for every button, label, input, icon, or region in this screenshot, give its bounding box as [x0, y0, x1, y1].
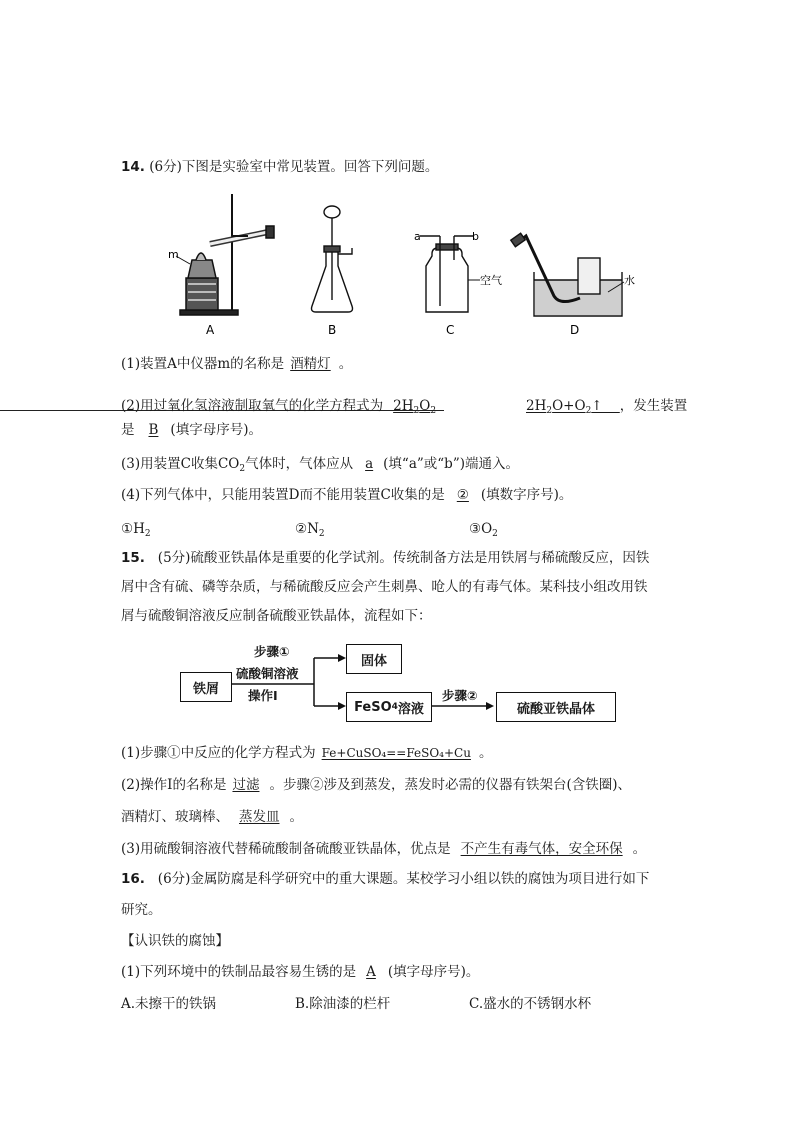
q15-p2-answer: 过滤: [232, 777, 260, 793]
q15-p2-answer2: 蒸发皿: [239, 809, 280, 825]
apparatus-figure: [150, 188, 635, 340]
apparatus-a: [180, 194, 274, 315]
q14-p4-post: (填数字序号)。: [480, 487, 573, 503]
q14-part2-eq-right: [526, 397, 687, 415]
q15-number: 15.: [121, 550, 145, 566]
q14-option-2: $②N_2$: [295, 521, 325, 539]
q14-p3-answer: a: [365, 456, 374, 472]
q15-p2-text: (2)操作Ⅰ的名称是: [121, 777, 227, 793]
q14-p3-mid: 气体时，气体应从: [245, 456, 354, 472]
flow-box-filtrate: FeSO 4 溶液: [346, 692, 432, 722]
q14-option-1: $①H_2$: [121, 521, 151, 539]
label-d-apparatus: D: [570, 323, 580, 337]
label-b-apparatus: B: [328, 323, 337, 337]
flow-op: 操作Ⅰ: [248, 688, 278, 703]
flow-box-solid: 固体: [346, 644, 402, 674]
q15-p1-post: 。: [478, 745, 493, 761]
q14-p4-answer: ②: [456, 487, 469, 503]
flow-box-product: 硫酸亚铁晶体: [496, 692, 616, 722]
q14-stem-text: (6分)下图是实验室中常见装置。回答下列问题。: [149, 159, 439, 175]
q14-p1-answer: 酒精灯: [290, 356, 331, 372]
flowchart: [170, 640, 630, 740]
apparatus-d: [511, 233, 622, 316]
q15-part1: [121, 744, 492, 762]
q14-p1-post: 。: [338, 356, 353, 372]
q15-stem-line1: [121, 549, 649, 567]
q15-p1-answer: Fe+CuSO₄==FeSO₄+Cu: [321, 746, 471, 760]
q14-p3-text: (3)用装置C收集CO: [121, 456, 240, 472]
q14-part3: (3)用装置C收集$CO_2$气体时，气体应从 a (填“a”或“b”)端通入。: [121, 456, 519, 474]
q16-p1-post: (填字母序号)。: [387, 964, 480, 980]
label-c-b: b: [472, 230, 479, 243]
q14-p2-eq-right: $2H_2O+O_2↑$: [526, 398, 620, 416]
q14-p2-line2-pre: 是: [121, 422, 135, 438]
q16-number: 16.: [121, 871, 145, 887]
apparatus-b: [312, 206, 353, 312]
q16-option-a: A.未擦干的铁锅: [121, 996, 217, 1012]
label-a-apparatus: A: [206, 323, 215, 337]
label-m: m: [168, 248, 179, 261]
q15-p3-post: 。: [632, 841, 647, 857]
q14-number: 14.: [121, 159, 145, 175]
q15-p2-line2-post: 。: [289, 809, 303, 825]
q15-p1-text: (1)步骤①中反应的化学方程式为: [121, 745, 316, 761]
q16-p1-text: (1)下列环境中的铁制品最容易生锈的是: [121, 964, 357, 980]
q15-stem-line2: 屑中含有硫、磷等杂质，与稀硫酸反应会产生刺鼻、呛人的有毒气体。某科技小组改用铁: [121, 579, 648, 595]
q14-option-3: $③O_2$: [469, 521, 498, 539]
q16-stem-line1: [121, 870, 649, 888]
q14-p2-eq-left: $2H_2O_2$: [393, 398, 437, 416]
q16-stem-1: (6分)金属防腐是科学研究中的重大课题。某校学习小组以铁的腐蚀为项目进行如下: [157, 871, 650, 887]
q14-p3-post: (填“a”或“b”)端通入。: [383, 456, 519, 472]
flow-reagent: 硫酸铜溶液: [236, 666, 299, 681]
flow-step1: 步骤①: [254, 644, 290, 659]
q14-p2-post: ，发生装置: [619, 398, 688, 414]
q16-section-heading: 【认识铁的腐蚀】: [121, 933, 229, 949]
q15-stem-1: (5分)硫酸亚铁晶体是重要的化学试剂。传统制备方法是用铁屑与稀硫酸反应，因铁: [157, 550, 650, 566]
q15-part2-line2: [121, 808, 303, 826]
flow-box-start: 铁屑: [180, 672, 232, 702]
q15-p3-answer: 不产生有毒气体，安全环保: [460, 841, 623, 857]
q15-p3-text: (3)用硫酸铜溶液代替稀硫酸制备硫酸亚铁晶体，优点是: [121, 841, 451, 857]
q14-p4-text: (4)下列气体中，只能用装置D而不能用装置C收集的是: [121, 487, 445, 503]
q15-p2-post: 。步骤②涉及到蒸发，蒸发时必需的仪器有铁架台(含铁圈)、: [269, 777, 632, 793]
q15-part3: [121, 840, 646, 858]
q14-p2-text: (2)用过氧化氢溶液制取氧气的化学方程式为: [121, 398, 384, 414]
apparatus-c: [420, 236, 480, 312]
q14-p1-text: (1)装置A中仪器m的名称是: [121, 356, 285, 372]
flow-step2: 步骤②: [442, 688, 478, 703]
label-air: 空气: [480, 274, 502, 287]
label-water: 水: [624, 274, 635, 287]
q15-part2-line1: [121, 776, 631, 794]
q15-stem-line3: 屑与硫酸铜溶液反应制备硫酸亚铁晶体，流程如下：: [121, 608, 432, 624]
q14-part2-line2: [121, 421, 262, 439]
q14-p2-answer: B: [148, 422, 159, 438]
label-c-apparatus: C: [446, 323, 455, 337]
q14-part1: [121, 355, 352, 373]
q15-p2-line2-pre: 酒精灯、玻璃棒、: [121, 809, 229, 825]
q14-part2-line1: [121, 397, 436, 415]
q16-p1-answer: A: [366, 964, 376, 980]
q16-stem-line2: 研究。: [121, 902, 162, 918]
q16-option-b: B.除油漆的栏杆: [295, 996, 391, 1012]
q14-p2-line2-post: (填字母序号)。: [170, 422, 262, 438]
q16-option-c: C.盛水的不锈钢水杯: [469, 996, 592, 1012]
q14-part4: [121, 486, 572, 504]
q16-part1: [121, 963, 479, 981]
label-c-a: a: [414, 230, 421, 243]
q14-stem: [121, 158, 438, 176]
